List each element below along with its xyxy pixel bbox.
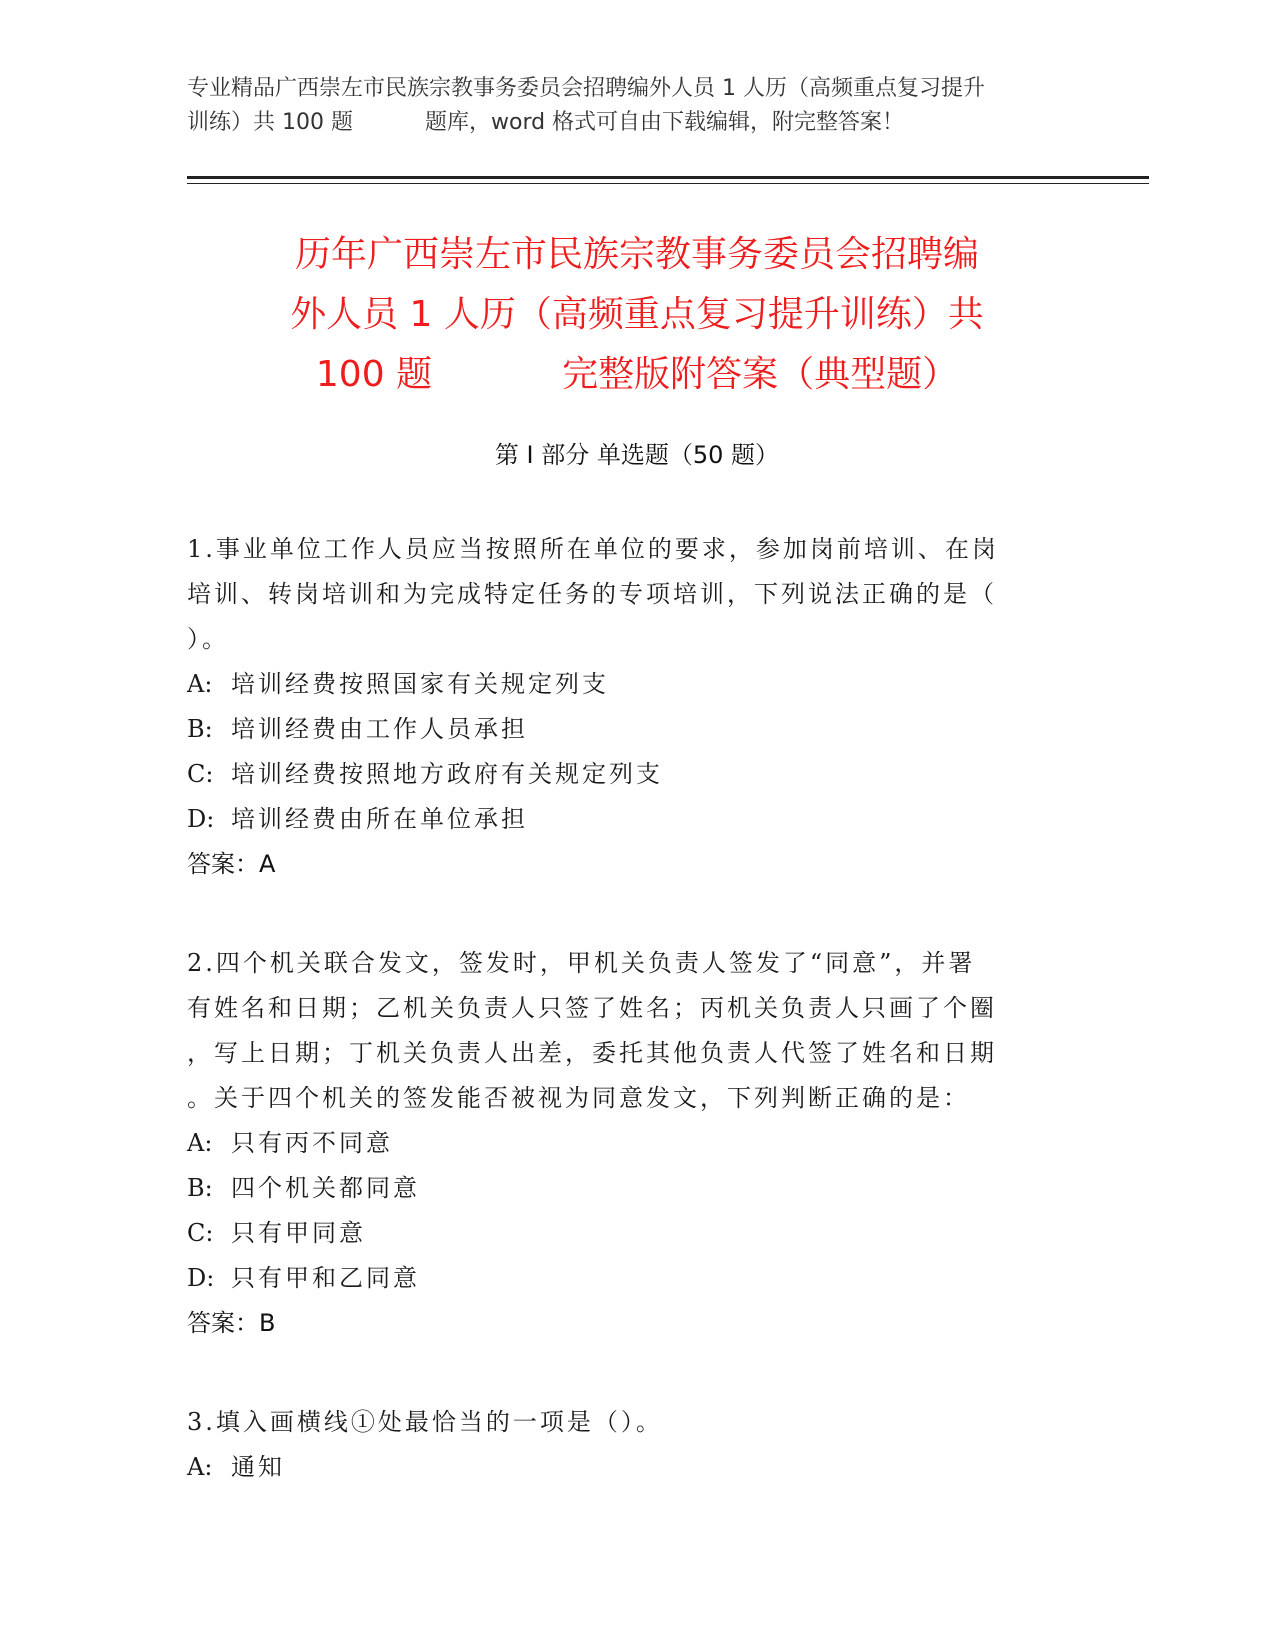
- option-a: [187, 1121, 1067, 1166]
- option-text: 培训经费按照地方政府有关规定列支: [231, 760, 663, 788]
- stem-line: ）。: [187, 625, 229, 653]
- header-line-2: [187, 106, 1087, 140]
- header-line-1: 专业精品广西崇左市民族宗教事务委员会招聘编外人员 1 人历（高频重点复习提升: [187, 76, 985, 101]
- option-text: 培训经费由所在单位承担: [231, 805, 528, 833]
- stem-line: 1.事业单位工作人员应当按照所在单位的要求，参加岗前培训、在岗: [187, 535, 999, 563]
- question-list: [187, 527, 1067, 1544]
- stem-line: ，写上日期；丁机关负责人出差，委托其他负责人代签了姓名和日期: [187, 1039, 997, 1067]
- header-line-2-right: 题库，word 格式可自由下载编辑，附完整答案！: [424, 110, 905, 135]
- question-stem: [187, 941, 1067, 1121]
- option-letter: C:: [187, 1219, 214, 1247]
- option-c: [187, 1211, 1067, 1256]
- option-letter: D:: [187, 1264, 215, 1292]
- header-line-2-left: 训练）共 100 题: [187, 110, 353, 135]
- option-a: [187, 1445, 1067, 1490]
- document-title: [187, 225, 1087, 405]
- title-line-2: 外人员 1 人历（高频重点复习提升训练）共: [290, 294, 984, 335]
- option-text: 只有甲同意: [231, 1219, 366, 1247]
- option-text: 通知: [231, 1453, 285, 1481]
- option-letter: B:: [187, 715, 213, 743]
- option-c: [187, 752, 1067, 797]
- question-stem: [187, 1400, 1067, 1445]
- stem-line: 有姓名和日期；乙机关负责人只签了姓名；丙机关负责人只画了个圈: [187, 994, 997, 1022]
- option-text: 只有甲和乙同意: [231, 1264, 420, 1292]
- option-text: 只有丙不同意: [231, 1129, 393, 1157]
- header-rule-thin: [187, 183, 1149, 184]
- option-letter: A:: [187, 1129, 213, 1157]
- option-a: [187, 662, 1067, 707]
- question-1: [187, 527, 1067, 887]
- section-heading: 第 I 部分 单选题（50 题）: [494, 441, 780, 469]
- option-b: [187, 1166, 1067, 1211]
- question-3: [187, 1400, 1067, 1490]
- option-letter: A:: [187, 670, 213, 698]
- title-line-3: [187, 345, 1087, 405]
- option-text: 四个机关都同意: [231, 1174, 420, 1202]
- option-d: [187, 797, 1067, 842]
- page-header: [187, 72, 1087, 140]
- stem-line: 2.四个机关联合发文，签发时，甲机关负责人签发了“同意”，并署: [187, 949, 976, 977]
- option-d: [187, 1256, 1067, 1301]
- title-line-1: 历年广西崇左市民族宗教事务委员会招聘编: [294, 234, 979, 275]
- option-letter: C:: [187, 760, 214, 788]
- answer-line: 答案：B: [187, 1309, 276, 1337]
- option-text: 培训经费按照国家有关规定列支: [231, 670, 609, 698]
- title-line-3-left: 100 题: [315, 354, 433, 395]
- option-b: [187, 707, 1067, 752]
- question-2: [187, 941, 1067, 1346]
- stem-line: 培训、转岗培训和为完成特定任务的专项培训，下列说法正确的是（: [187, 580, 997, 608]
- stem-line: 3.填入画横线①处最恰当的一项是（）。: [187, 1408, 663, 1436]
- option-letter: D:: [187, 805, 215, 833]
- header-rule-thick: [187, 176, 1149, 179]
- answer-line: 答案：A: [187, 850, 276, 878]
- question-stem: [187, 527, 1067, 662]
- option-letter: A:: [187, 1453, 213, 1481]
- title-line-3-right: 完整版附答案（典型题）: [562, 354, 959, 395]
- option-text: 培训经费由工作人员承担: [231, 715, 528, 743]
- option-letter: B:: [187, 1174, 213, 1202]
- stem-line: 。关于四个机关的签发能否被视为同意发文，下列判断正确的是：: [187, 1084, 970, 1112]
